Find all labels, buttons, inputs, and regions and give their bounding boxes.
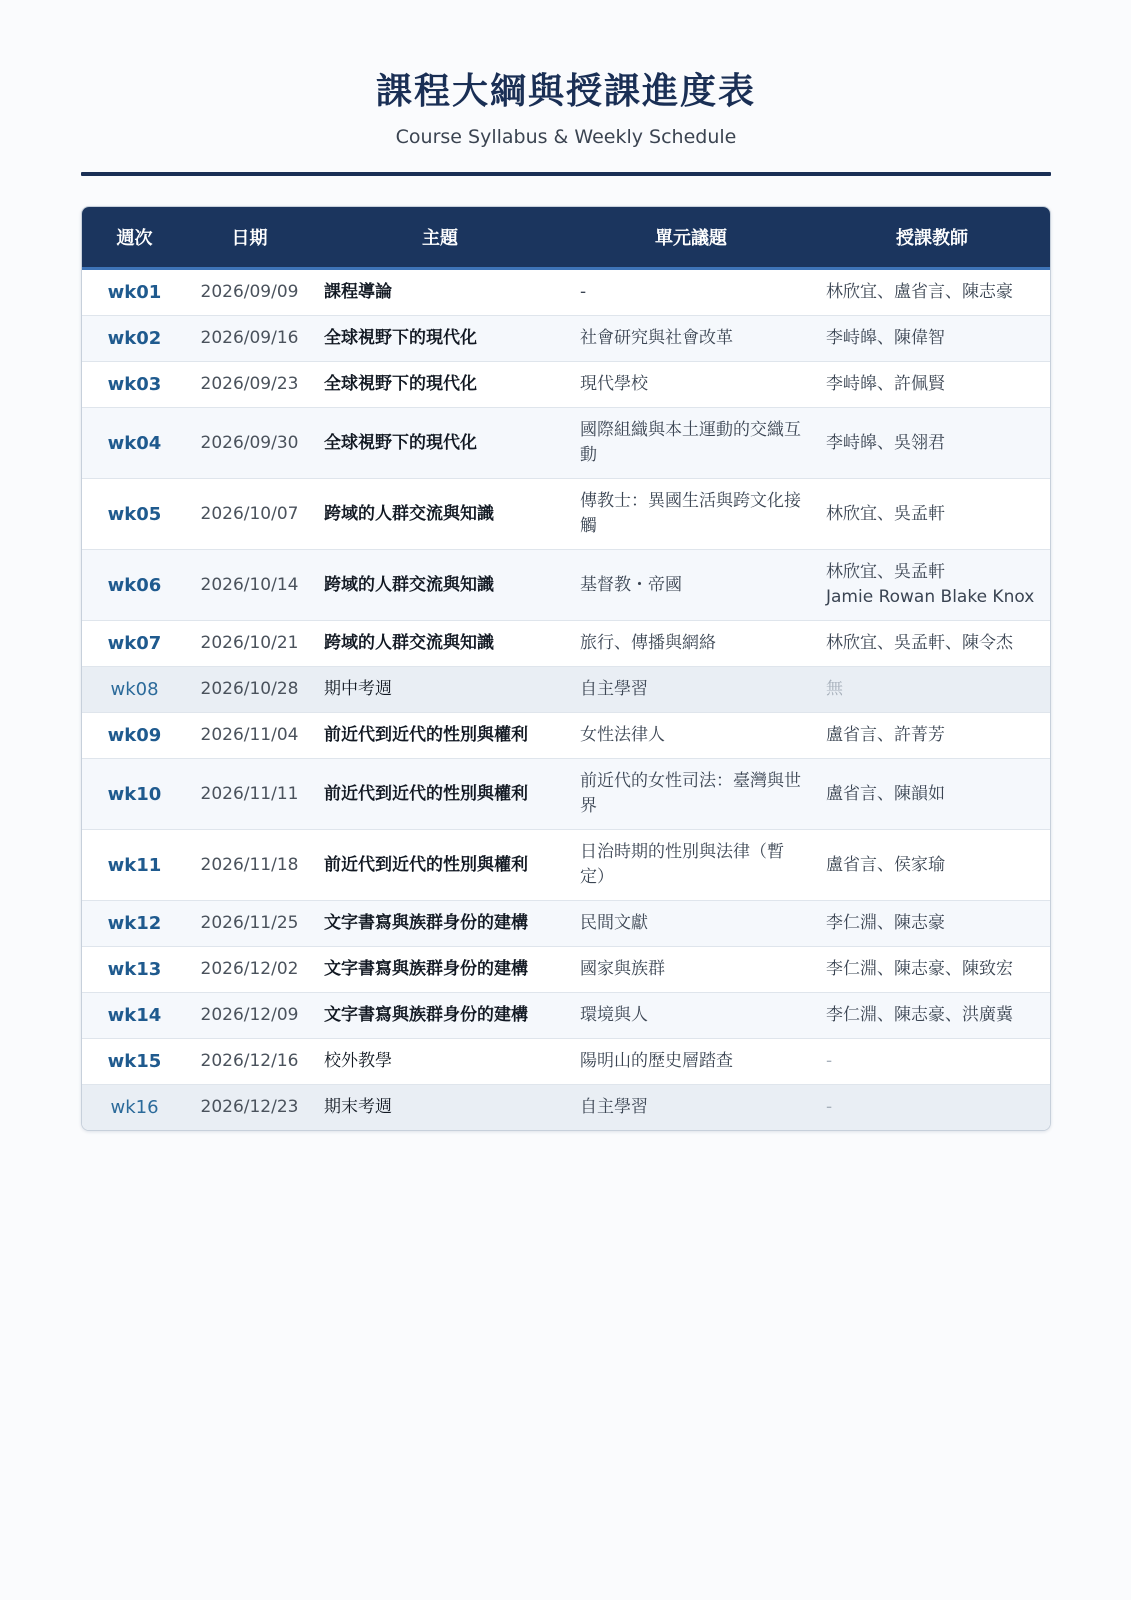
date-cell: 2026/10/14: [187, 550, 312, 621]
topic-cell: 跨域的人群交流與知識: [312, 621, 568, 667]
table-body: [82, 269, 1050, 1131]
unit-cell: 環境與人: [568, 993, 814, 1039]
table-row: [82, 993, 1050, 1039]
teacher-cell: 李仁淵、陳志豪: [814, 901, 1050, 947]
unit-cell: 社會研究與社會改革: [568, 316, 814, 362]
table-row: [82, 479, 1050, 550]
topic-cell: 全球視野下的現代化: [312, 316, 568, 362]
header-teacher: 授課教師: [814, 207, 1050, 269]
teacher-cell: 盧省言、侯家瑜: [814, 830, 1050, 901]
week-cell: wk03: [82, 362, 187, 408]
unit-cell: 自主學習: [568, 1085, 814, 1131]
date-cell: 2026/09/16: [187, 316, 312, 362]
week-cell: wk07: [82, 621, 187, 667]
topic-cell: 課程導論: [312, 269, 568, 316]
unit-cell: 女性法律人: [568, 713, 814, 759]
table-row: [82, 1085, 1050, 1131]
teacher-cell: 李仁淵、陳志豪、陳致宏: [814, 947, 1050, 993]
unit-cell: 基督教・帝國: [568, 550, 814, 621]
page-title: 課程大綱與授課進度表: [375, 71, 756, 112]
table-row: [82, 362, 1050, 408]
teacher-cell: 林欣宜、吳孟軒: [814, 479, 1050, 550]
week-cell: wk12: [82, 901, 187, 947]
unit-cell: 民間文獻: [568, 901, 814, 947]
page-subtitle: Course Syllabus & Weekly Schedule: [395, 126, 737, 148]
table-row: [82, 759, 1050, 830]
teacher-cell: -: [814, 1085, 1050, 1131]
header-divider: [81, 172, 1051, 176]
schedule-table: [82, 207, 1050, 1130]
topic-cell: 前近代到近代的性別與權利: [312, 830, 568, 901]
teacher-cell: 盧省言、陳韻如: [814, 759, 1050, 830]
topic-cell: 跨域的人群交流與知識: [312, 479, 568, 550]
date-cell: 2026/11/18: [187, 830, 312, 901]
unit-cell: 陽明山的歷史層踏查: [568, 1039, 814, 1085]
week-cell: wk08: [82, 667, 187, 713]
date-cell: 2026/11/25: [187, 901, 312, 947]
table-row: [82, 316, 1050, 362]
table-row: [82, 1039, 1050, 1085]
week-cell: wk11: [82, 830, 187, 901]
date-cell: 2026/09/30: [187, 408, 312, 479]
unit-cell: 前近代的女性司法：臺灣與世界: [568, 759, 814, 830]
date-cell: 2026/10/07: [187, 479, 312, 550]
week-cell: wk02: [82, 316, 187, 362]
table-row: [82, 621, 1050, 667]
topic-cell: 文字書寫與族群身份的建構: [312, 993, 568, 1039]
unit-cell: 旅行、傳播與網絡: [568, 621, 814, 667]
date-cell: 2026/12/02: [187, 947, 312, 993]
teacher-cell: 林欣宜、吳孟軒 Jamie Rowan Blake Knox: [814, 550, 1050, 621]
table-row: [82, 947, 1050, 993]
topic-cell: 全球視野下的現代化: [312, 362, 568, 408]
header-row: [82, 207, 1050, 269]
topic-cell: 期中考週: [312, 667, 568, 713]
header-unit: 單元議題: [568, 207, 814, 269]
table-row: [82, 901, 1050, 947]
document-header: [81, 66, 1051, 150]
unit-cell: -: [568, 269, 814, 316]
week-cell: wk01: [82, 269, 187, 316]
week-cell: wk16: [82, 1085, 187, 1131]
teacher-cell: 李峙皞、陳偉智: [814, 316, 1050, 362]
table-row: [82, 550, 1050, 621]
week-cell: wk14: [82, 993, 187, 1039]
topic-cell: 前近代到近代的性別與權利: [312, 713, 568, 759]
header-topic: 主題: [312, 207, 568, 269]
date-cell: 2026/10/21: [187, 621, 312, 667]
table-row: [82, 269, 1050, 316]
schedule-table-container: [81, 206, 1051, 1131]
date-cell: 2026/12/09: [187, 993, 312, 1039]
table-row: [82, 713, 1050, 759]
teacher-cell: 盧省言、許菁芳: [814, 713, 1050, 759]
topic-cell: 校外教學: [312, 1039, 568, 1085]
header-week: 週次: [82, 207, 187, 269]
teacher-cell: -: [814, 1039, 1050, 1085]
topic-cell: 文字書寫與族群身份的建構: [312, 901, 568, 947]
week-cell: wk13: [82, 947, 187, 993]
week-cell: wk09: [82, 713, 187, 759]
teacher-cell: 李峙皞、許佩賢: [814, 362, 1050, 408]
unit-cell: 國家與族群: [568, 947, 814, 993]
table-header: [82, 207, 1050, 269]
date-cell: 2026/11/04: [187, 713, 312, 759]
unit-cell: 國際組織與本土運動的交織互動: [568, 408, 814, 479]
topic-cell: 文字書寫與族群身份的建構: [312, 947, 568, 993]
teacher-cell: 林欣宜、吳孟軒、陳令杰: [814, 621, 1050, 667]
date-cell: 2026/10/28: [187, 667, 312, 713]
date-cell: 2026/11/11: [187, 759, 312, 830]
unit-cell: 日治時期的性別與法律（暫定）: [568, 830, 814, 901]
table-row: [82, 667, 1050, 713]
unit-cell: 自主學習: [568, 667, 814, 713]
unit-cell: 傳教士：異國生活與跨文化接觸: [568, 479, 814, 550]
unit-cell: 現代學校: [568, 362, 814, 408]
date-cell: 2026/12/16: [187, 1039, 312, 1085]
topic-cell: 跨域的人群交流與知識: [312, 550, 568, 621]
teacher-cell: 李峙皞、吳翎君: [814, 408, 1050, 479]
topic-cell: 期末考週: [312, 1085, 568, 1131]
table-row: [82, 408, 1050, 479]
date-cell: 2026/09/09: [187, 269, 312, 316]
date-cell: 2026/09/23: [187, 362, 312, 408]
teacher-cell: 李仁淵、陳志豪、洪廣冀: [814, 993, 1050, 1039]
topic-cell: 全球視野下的現代化: [312, 408, 568, 479]
week-cell: wk04: [82, 408, 187, 479]
teacher-cell: 無: [814, 667, 1050, 713]
teacher-cell: 林欣宜、盧省言、陳志豪: [814, 269, 1050, 316]
table-row: [82, 830, 1050, 901]
date-cell: 2026/12/23: [187, 1085, 312, 1131]
week-cell: wk05: [82, 479, 187, 550]
week-cell: wk15: [82, 1039, 187, 1085]
header-date: 日期: [187, 207, 312, 269]
topic-cell: 前近代到近代的性別與權利: [312, 759, 568, 830]
week-cell: wk10: [82, 759, 187, 830]
week-cell: wk06: [82, 550, 187, 621]
